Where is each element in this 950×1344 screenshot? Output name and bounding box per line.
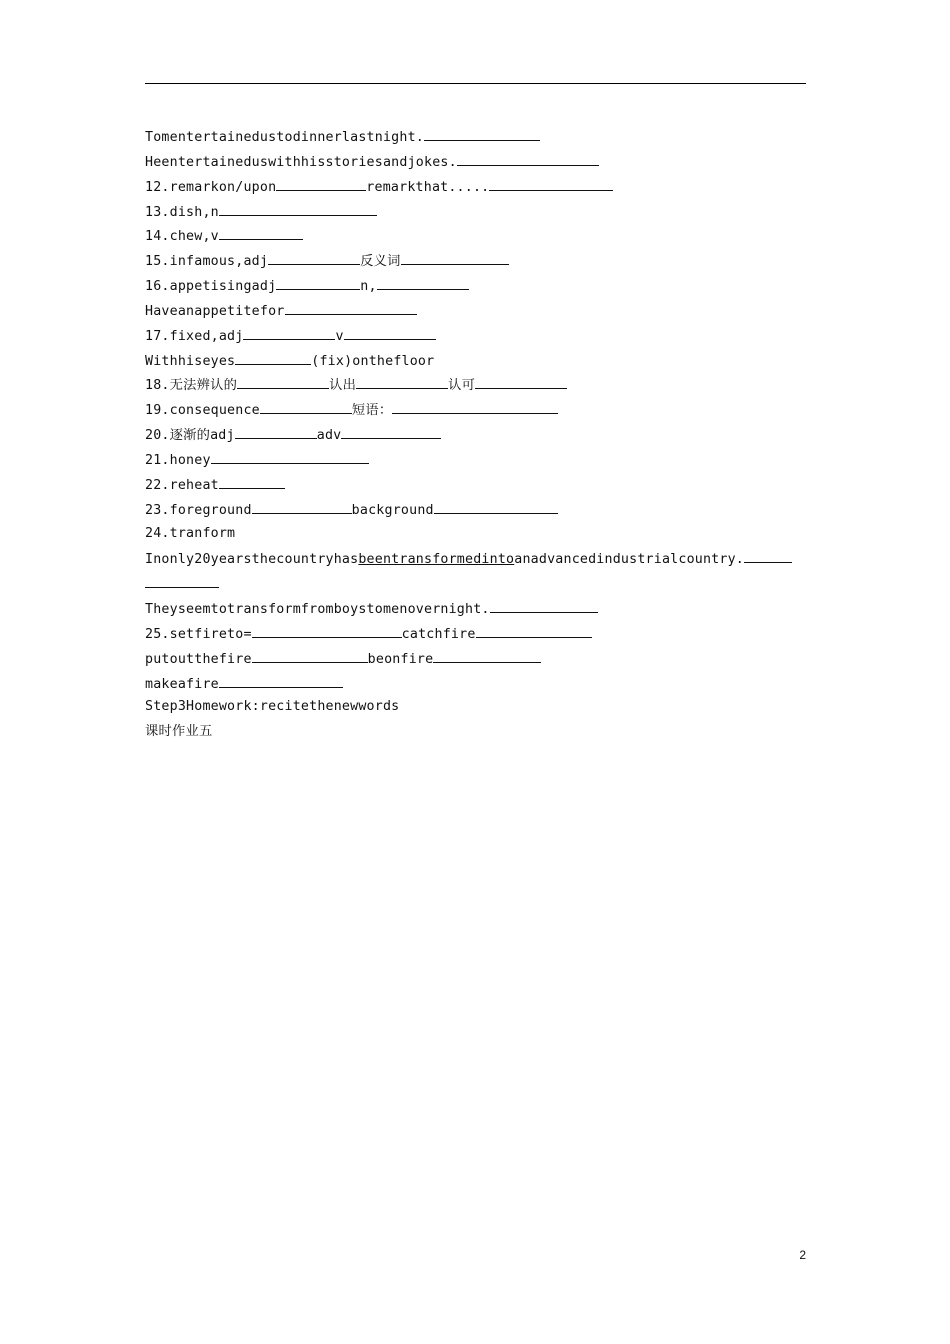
line-text: beonfire <box>367 651 434 667</box>
exercise-line <box>145 323 806 348</box>
line-text: 反义词 <box>360 254 401 270</box>
exercise-line <box>145 447 806 472</box>
line-text: 认可 <box>448 378 476 394</box>
answer-blank[interactable] <box>252 646 368 663</box>
answer-blank[interactable] <box>475 372 567 389</box>
line-text: 20.逐渐的adj <box>145 428 235 444</box>
answer-blank[interactable] <box>252 497 352 514</box>
exercise-line <box>145 248 806 273</box>
answer-blank[interactable] <box>489 174 613 191</box>
line-text: (fix)onthefloor <box>311 353 435 369</box>
line-text: Step3Homework:recitethenewwords <box>145 699 400 715</box>
exercise-line <box>145 372 806 397</box>
line-text: 22.reheat <box>145 477 219 493</box>
exercise-line <box>145 199 806 224</box>
answer-blank[interactable] <box>285 298 417 315</box>
document-body <box>145 124 806 745</box>
line-text: 23.foreground <box>145 502 252 518</box>
line-text: Haveanappetitefor <box>145 303 285 319</box>
line-text: 21.honey <box>145 452 211 468</box>
line-text: 课时作业五 <box>145 724 213 740</box>
answer-blank[interactable] <box>341 422 441 439</box>
answer-blank[interactable] <box>219 472 285 489</box>
answer-blank[interactable] <box>237 372 329 389</box>
exercise-line <box>145 397 806 422</box>
exercise-line <box>145 472 806 497</box>
exercise-line <box>145 422 806 447</box>
line-text: n, <box>360 279 377 295</box>
line-text: catchfire <box>401 626 476 642</box>
answer-blank[interactable] <box>433 646 541 663</box>
line-text: Heentertaineduswithhisstoriesandjokes. <box>145 154 457 170</box>
answer-blank[interactable] <box>744 546 792 563</box>
exercise-line <box>145 671 806 696</box>
answer-blank[interactable] <box>235 422 317 439</box>
line-text: 17.fixed,adj <box>145 328 244 344</box>
exercise-line <box>145 273 806 298</box>
answer-blank[interactable] <box>377 273 469 290</box>
line-text: Theyseemtotransformfromboystomenovernight. <box>145 602 490 618</box>
answer-blank[interactable] <box>344 323 436 340</box>
answer-blank[interactable] <box>243 323 335 340</box>
answer-blank[interactable] <box>219 671 343 688</box>
line-text: background <box>351 502 434 518</box>
answer-blank[interactable] <box>356 372 448 389</box>
exercise-line <box>145 546 806 571</box>
line-text: 13.dish,n <box>145 204 219 220</box>
line-text: 12.remarkon/upon <box>145 179 277 195</box>
line-text: Withhiseyes <box>145 353 236 369</box>
answer-blank[interactable] <box>252 621 402 638</box>
answer-blank[interactable] <box>424 124 540 141</box>
line-text: 24.tranform <box>145 525 236 541</box>
line-text: 认出 <box>329 378 357 394</box>
page-number: 2 <box>799 1248 806 1262</box>
line-text: Inonly20yearsthecountryhas <box>145 552 359 568</box>
exercise-line <box>145 646 806 671</box>
line-text: makeafire <box>145 676 219 692</box>
answer-blank[interactable] <box>235 348 311 365</box>
answer-blank[interactable] <box>276 273 360 290</box>
answer-blank[interactable] <box>260 397 352 414</box>
answer-blank[interactable] <box>401 248 509 265</box>
line-text: 25.setfireto= <box>145 626 252 642</box>
exercise-line <box>145 596 806 621</box>
exercise-line <box>145 223 806 248</box>
answer-blank[interactable] <box>276 174 366 191</box>
exercise-line <box>145 621 806 646</box>
answer-blank[interactable] <box>476 621 592 638</box>
underlined-text: beentransformedinto <box>358 552 515 568</box>
line-text: 15.infamous,adj <box>145 254 269 270</box>
line-text: remarkthat..... <box>366 179 490 195</box>
exercise-line <box>145 298 806 323</box>
exercise-line <box>145 124 806 149</box>
answer-blank[interactable] <box>145 571 219 588</box>
exercise-line <box>145 695 806 720</box>
answer-blank[interactable] <box>219 223 303 240</box>
answer-blank[interactable] <box>211 447 369 464</box>
line-text: 14.chew,v <box>145 229 219 245</box>
exercise-line <box>145 720 806 745</box>
exercise-line <box>145 571 806 596</box>
line-text: 16.appetisingadj <box>145 279 277 295</box>
line-text: v <box>335 328 344 344</box>
exercise-line <box>145 522 806 547</box>
line-text: Tomentertainedustodinnerlastnight. <box>145 130 424 145</box>
line-text: adv <box>316 428 342 444</box>
header-rule <box>145 83 806 84</box>
line-text: 短语： <box>351 403 393 419</box>
answer-blank[interactable] <box>434 497 558 514</box>
exercise-line <box>145 497 806 522</box>
line-text: anadvancedindustrialcountry. <box>514 552 745 568</box>
line-text: 18.无法辨认的 <box>145 378 238 394</box>
line-text: putoutthefire <box>145 651 252 667</box>
exercise-line <box>145 348 806 373</box>
answer-blank[interactable] <box>219 199 377 216</box>
answer-blank[interactable] <box>457 149 599 166</box>
line-text: 19.consequence <box>145 403 260 419</box>
answer-blank[interactable] <box>268 248 360 265</box>
answer-blank[interactable] <box>392 397 558 414</box>
answer-blank[interactable] <box>490 596 598 613</box>
exercise-line <box>145 149 806 174</box>
exercise-line <box>145 174 806 199</box>
